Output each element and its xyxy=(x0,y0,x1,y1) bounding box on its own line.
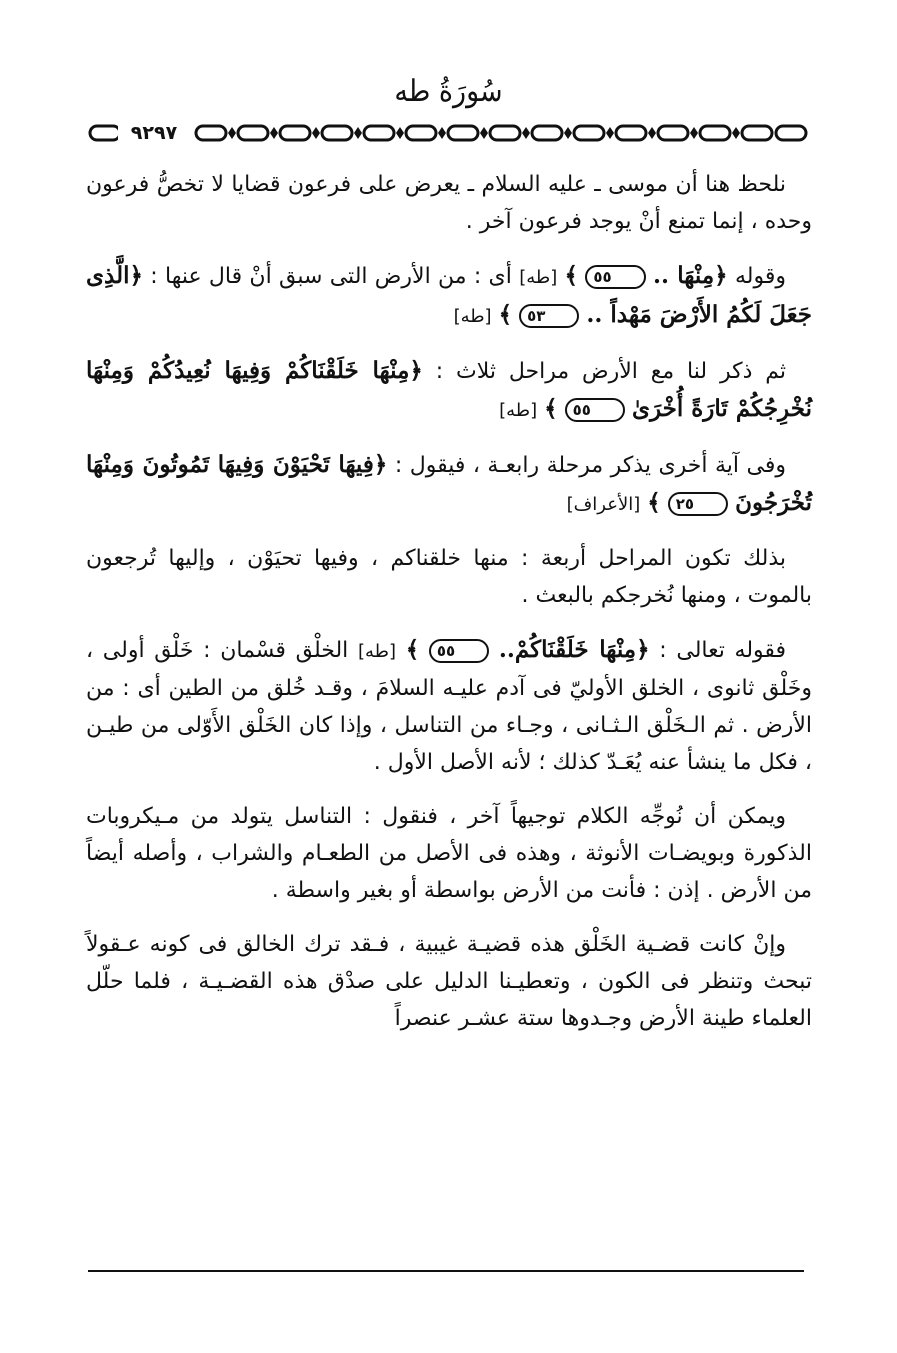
paragraph-text: وقوله xyxy=(734,264,786,289)
ayah-number-badge: ٥٥ xyxy=(565,398,625,422)
paragraph-3 xyxy=(86,352,812,429)
paragraph-text: الخلْق قسْمان : خَلْق أولى ، وخَلْق ثانوى ، الخلق الأوليّ فى آدم عليـه السلامَ ، وقـد خُلق من الطين أى : من الأرض . ثم الـخَلْق الـثـانى ، وجـاء من التناسل ، وإذا كان الخَلْق الأَوّلى من طيـن ، فكل ما ينشأ عنه يُعَـدّ كذلك ؛ لأنه الأصل الأول . xyxy=(86,638,812,775)
diamond-ornaments xyxy=(228,127,740,139)
ayah-number-badge: ٢٥ xyxy=(668,492,728,516)
paragraph-text: أى : من الأرض التى سبق أنْ قال عنها : xyxy=(150,264,512,289)
header-ornament-border xyxy=(88,118,808,148)
paragraph-4 xyxy=(86,446,812,523)
surah-title: سُورَةُ طه xyxy=(394,74,503,109)
surah-reference: [طه] xyxy=(357,641,396,662)
verse-close-bracket: ﴾ xyxy=(564,262,579,289)
verse-close-bracket: ﴾ xyxy=(405,636,420,663)
quran-verse: ﴿مِنْهَا خَلَقْنَاكُمْ وَفِيهَا نُعِيدُكُمْ وَمِنْهَا نُخْرِجُكُمْ تَارَةً أُخْرَىٰ xyxy=(86,357,812,422)
quran-verse: ﴿الَّذِى جَعَلَ لَكُمُ الأَرْضَ مَهْداً .. xyxy=(86,262,812,328)
paragraph-8: وإنْ كانت قضـية الخَلْق هذه قضيـة غيبية ، فـقد ترك الخالق فى كونه عـقولاً تبحث وتنظر فى الكون ، وتعطيـنا الدليل على صدْق هذه القضـيـة ، فلما حلّل العلماء طينة الأرض وجـدوها ستة عشـر عنصراً xyxy=(86,932,812,1031)
ayah-number-badge: ٥٥ xyxy=(429,639,489,663)
surah-reference: [الأعراف] xyxy=(566,494,641,515)
surah-reference: [طه] xyxy=(453,306,492,327)
quran-verse: ﴿مِنْهَا خَلَقْنَاكُمْ.. xyxy=(498,636,650,663)
page-body xyxy=(86,166,812,1054)
footer-divider xyxy=(88,1270,804,1272)
surah-reference: [طه] xyxy=(499,400,538,421)
chain-ornament xyxy=(90,126,806,140)
paragraph-7: ويمكن أن نُوجِّه الكلام توجيهاً آخر ، فنقول : التناسل يتولد من مـيكروبات الذكورة وبويضـات الأنوثة ، وهذه فى الأصل من الطعـام والشراب ، وأصله أيضاً من الأرض . إذن : فأنت من الأرض بواسطة أو بغير واسطة . xyxy=(86,804,812,903)
verse-close-bracket: ﴾ xyxy=(544,395,558,422)
ayah-number-badge: ٥٣ xyxy=(519,304,579,328)
verse-close-bracket: ﴾ xyxy=(647,489,661,516)
surah-reference: [طه] xyxy=(519,267,558,288)
page-number: ٩٢٩٧ xyxy=(118,119,190,147)
paragraph-text: وفى آية أخرى يذكر مرحلة رابعـة ، فيقول : xyxy=(394,453,786,478)
paragraph-1: نلحظ هنا أن موسى ـ عليه السلام ـ يعرض على فرعون قضايا لا تخصُّ فرعون وحده ، إنما تمنع أنْ يوجد فرعون آخر . xyxy=(86,172,812,234)
paragraph-2 xyxy=(86,257,812,335)
quran-verse: ﴿مِنْهَا .. xyxy=(652,262,728,289)
verse-close-bracket: ﴾ xyxy=(498,301,513,328)
paragraph-5: بذلك تكون المراحل أربعة : منها خلقناكم ، وفيها تحيَوْن ، وإليها تُرجعون بالموت ، ومنها نُخرجكم بالبعث . xyxy=(86,546,812,608)
paragraph-text: ثم ذكر لنا مع الأرض مراحل ثلاث : xyxy=(435,359,786,384)
ayah-number-badge: ٥٥ xyxy=(585,265,645,289)
quran-verse: ﴿فِيهَا تَحْيَوْنَ وَفِيهَا تَمُوتُونَ وَمِنْهَا تُخْرَجُونَ xyxy=(86,451,812,516)
paragraph-text: فقوله تعالى : xyxy=(659,638,787,663)
paragraph-6 xyxy=(86,631,812,781)
